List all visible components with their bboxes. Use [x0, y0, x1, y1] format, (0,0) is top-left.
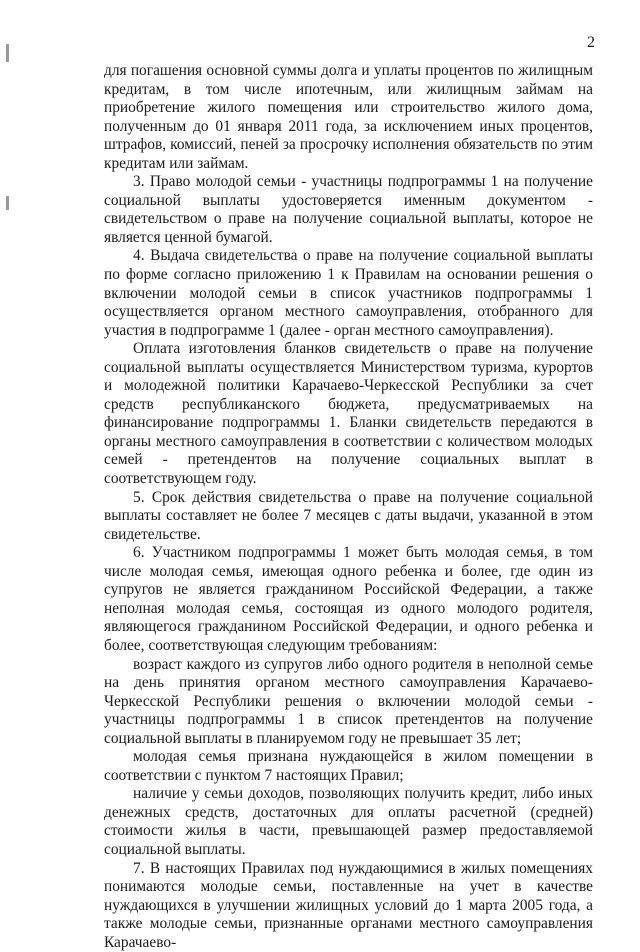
scan-edge-mark	[6, 196, 9, 210]
paragraph-continuation: для погашения основной суммы долга и уплаты процентов по жилищным кредитам, в том числе ипотечным, или жилищным займам на приобретение жилого помещения или строительство жилого дома, полученным до 01 января 2011 года, за исключением иных процентов, штрафов, комиссий, пеней за просрочку исполнения обязательств по этим кредитам или займам.	[104, 62, 593, 172]
scan-edge-mark	[6, 44, 9, 62]
paragraph-item-5: 5. Срок действия свидетельства о праве на получение социальной выплаты составляет не более 7 месяцев с даты выдачи, указанной в этом свидетельстве.	[104, 488, 593, 543]
paragraph-item-7: 7. В настоящих Правилах под нуждающимися в жилых помещениях понимаются молодые семьи, поставленные на учет в качестве нуждающихся в улучшении жилищных условий до 1 марта 2005 года, а также молодые семьи, признанные органами местного самоуправления Карачаево-	[104, 859, 593, 951]
paragraph-requirement-housing: молодая семья признана нуждающейся в жилом помещении в соответствии с пунктом 7 настоящих Правил;	[104, 748, 593, 784]
paragraph-requirement-income: наличие у семьи доходов, позволяющих получить кредит, либо иных денежных средств, достаточных для оплаты расчетной (средней) стоимости жилья в части, превышающей размер предоставляемой социальной выплаты.	[104, 785, 593, 858]
page-number: 2	[587, 34, 595, 51]
paragraph-item-6: 6. Участником подпрограммы 1 может быть молодая семья, в том числе молодая семья, имеющая одного ребенка и более, где один из супругов не является гражданином Российской Федерации, а также неполная молодая семья, состоящая из одного молодого родителя, являющегося гражданином Российской Федерации, и одного ребенка и более, соответствующая следующим требованиям:	[104, 544, 593, 654]
paragraph-item-4: 4. Выдача свидетельства о праве на получение социальной выплаты по форме согласно приложению 1 к Правилам на основании решения о включении молодой семьи в список участников подпрограммы 1 осуществляется органом местного самоуправления, отобранного для участия в подпрограмме 1 (далее - орган местного самоуправления).	[104, 247, 593, 339]
paragraph-item-3: 3. Право молодой семьи - участницы подпрограммы 1 на получение социальной выплаты удостоверяется именным документом - свидетельством о праве на получение социальной выплаты, которое не является ценной бумагой.	[104, 173, 593, 246]
paragraph-blanks-payment: Оплата изготовления бланков свидетельств о праве на получение социальной выплаты осуществляется Министерством туризма, курортов и молодежной политики Карачаево-Черкесской Республики за счет средств республиканского бюджета, предусматриваемых на финансирование подпрограммы 1. Бланки свидетельств передаются в органы местного самоуправления в соответствии с количеством молодых семей - претендентов на получение социальных выплат в соответствующем году.	[104, 340, 593, 488]
document-body	[104, 62, 593, 952]
paragraph-requirement-age: возраст каждого из супругов либо одного родителя в неполной семье на день принятия органом местного самоуправления Карачаево-Черкесской Республики решения о включении молодой семьи - участницы подпрограммы 1 в список претендентов на получение социальной выплаты в планируемом году не превышает 35 лет;	[104, 655, 593, 747]
